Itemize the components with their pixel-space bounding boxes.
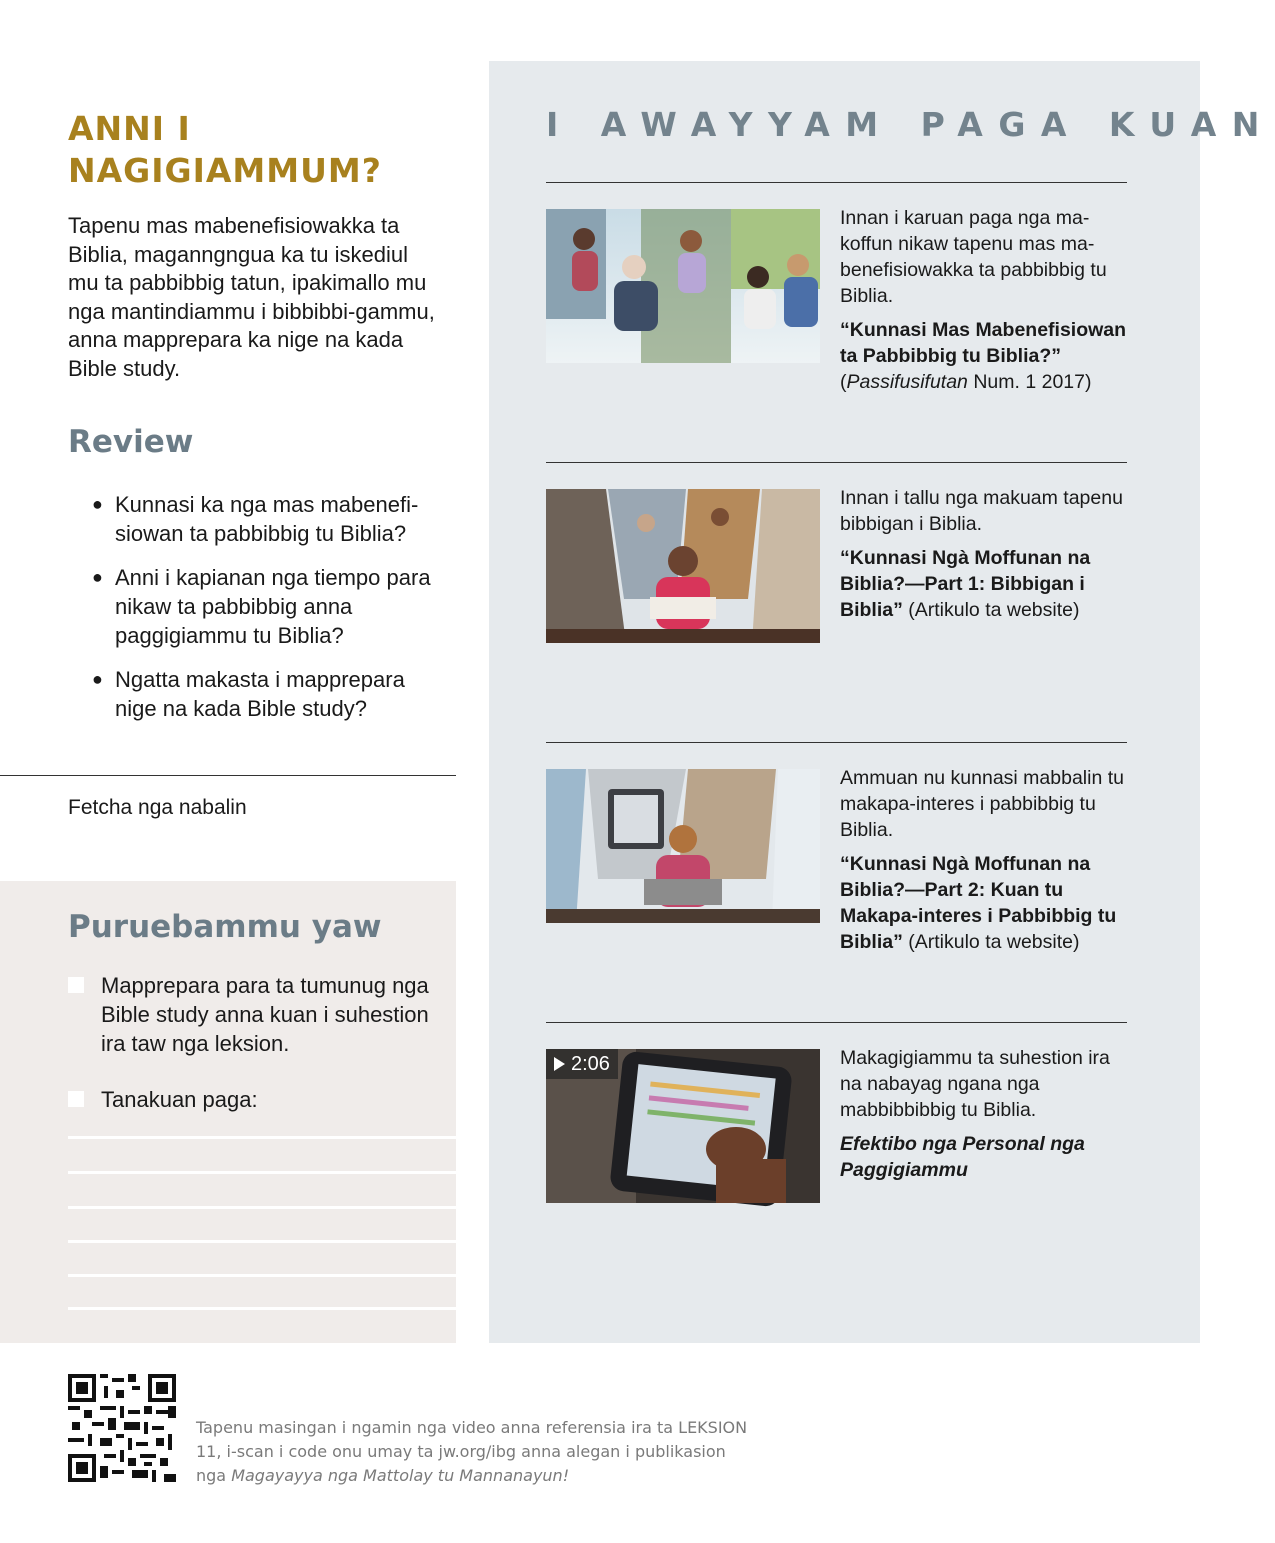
notes-label: Fetcha nga nabalin: [68, 796, 247, 819]
bullet-icon: ●: [92, 669, 103, 689]
entry-description: Innan i tallu nga makuam tapenu bibbigan i Biblia.: [840, 487, 1123, 535]
entry-source: (Artikulo ta website): [902, 931, 1080, 953]
play-icon: [554, 1057, 565, 1071]
article-entry-3: [840, 765, 1130, 955]
write-in-line[interactable]: [68, 1274, 456, 1277]
divider: [546, 182, 1127, 183]
entry-source: [840, 371, 1091, 393]
review-list: [92, 490, 442, 738]
entry-source: (Artikulo ta website): [902, 599, 1080, 621]
entry-title-link[interactable]: [840, 317, 1130, 395]
review-item-text: Ngatta makasta i mapprepara nige na kada Bible study?: [115, 667, 405, 721]
video-entry: [840, 1045, 1130, 1183]
entry-title-text: “Kunnasi Ngà Moffunan na Biblia?—Part 1: Bibbigan i Biblia”: [840, 547, 1091, 621]
review-heading: Review: [68, 424, 194, 460]
entry-title-text: “Kunnasi Ngà Moffunan na Biblia?—Part 2: Kuan tu Makapa-interes i Pabbibbig tu Biblia”: [840, 853, 1117, 953]
checkbox[interactable]: [68, 1091, 84, 1107]
write-in-line[interactable]: [68, 1171, 456, 1174]
checkbox[interactable]: [68, 977, 84, 993]
article-thumbnail-1[interactable]: [546, 209, 820, 363]
review-item: [92, 490, 442, 548]
try-it-box: [0, 881, 456, 1343]
publication-title: Magayayya nga Mattolay tu Mannanayun!: [231, 1466, 570, 1485]
article-entry-1: [840, 205, 1130, 395]
write-in-line[interactable]: [68, 1206, 456, 1209]
divider: [546, 742, 1127, 743]
bible-reading-image: [546, 489, 820, 643]
entry-description: Ammuan nu kunnasi mabbalin tu makapa-interes i pabbibbig tu Biblia.: [840, 767, 1124, 841]
task-item: [68, 1085, 438, 1114]
footer-text: Tapenu masingan i ngamin nga video anna referensia ira ta LEKSION 11, i-scan i code onu umay ta jw.org/ibg anna alegan i publikasion nga: [196, 1418, 748, 1485]
video-duration-badge[interactable]: [546, 1049, 618, 1079]
study-group-image: [546, 209, 820, 363]
divider: [0, 775, 456, 776]
study-tools-image: [546, 769, 820, 923]
qr-code[interactable]: [68, 1374, 176, 1482]
bullet-icon: ●: [92, 567, 103, 587]
try-it-heading: Puruebammu yaw: [68, 909, 382, 945]
video-duration: 2:06: [571, 1053, 610, 1075]
source-issue: Num. 1 2017): [967, 371, 1092, 393]
review-item-text: Anni i kapianan nga tiempo para nikaw ta pabbibbig anna paggigiammu tu Biblia?: [115, 565, 431, 648]
entry-title-link[interactable]: [840, 851, 1130, 955]
task-text: Mapprepara para ta tumunug nga Bible study anna kuan i suhestion ira taw nga leksion.: [101, 973, 429, 1056]
divider: [546, 462, 1127, 463]
entry-description: Innan i karuan paga nga ma-koffun nikaw tapenu mas ma-benefisiowakka ta pabbibbig tu Biblia.: [840, 207, 1107, 307]
task-item: [68, 971, 438, 1058]
entry-title-text: “Kunnasi Mas Mabenefisiowan ta Pabbibbig tu Biblia?”: [840, 319, 1127, 367]
bullet-icon: ●: [92, 494, 103, 514]
entry-description: Makagigiammu ta suhestion ira na nabayag ngana nga mabbibbibbig tu Biblia.: [840, 1047, 1110, 1121]
section-heading: I AWAYYAM PAGA KUAN: [546, 105, 1275, 144]
write-in-line[interactable]: [68, 1307, 456, 1310]
review-item-text: Kunnasi ka nga mas mabenefi-siowan ta pabbibbig tu Biblia?: [115, 492, 419, 546]
footer-instructions: [196, 1416, 756, 1488]
article-entry-2: [840, 485, 1130, 623]
main-heading: ANNI I NAGIGIAMMUM?: [68, 109, 382, 190]
source-open: (: [840, 371, 847, 393]
video-title-link[interactable]: Efektibo nga Personal nga Paggigiammu: [840, 1133, 1085, 1181]
task-text: Tanakuan paga:: [101, 1087, 258, 1112]
write-in-line[interactable]: [68, 1240, 456, 1243]
source-publication: Passifusifutan: [846, 371, 968, 393]
article-thumbnail-3[interactable]: [546, 769, 820, 923]
article-thumbnail-2[interactable]: [546, 489, 820, 643]
intro-paragraph: Tapenu mas mabenefisiowakka ta Biblia, maganngngua ka tu iskediul mu ta pabbibbig tatun, ipakimallo mu nga mantindiammu i bibbibbi-gammu, anna mapprepara ka nige na kada Bible study.: [68, 213, 435, 381]
write-in-line[interactable]: [68, 1136, 456, 1139]
review-item: [92, 665, 442, 723]
entry-title-link[interactable]: [840, 545, 1130, 623]
review-item: [92, 563, 442, 650]
divider: [546, 1022, 1127, 1023]
